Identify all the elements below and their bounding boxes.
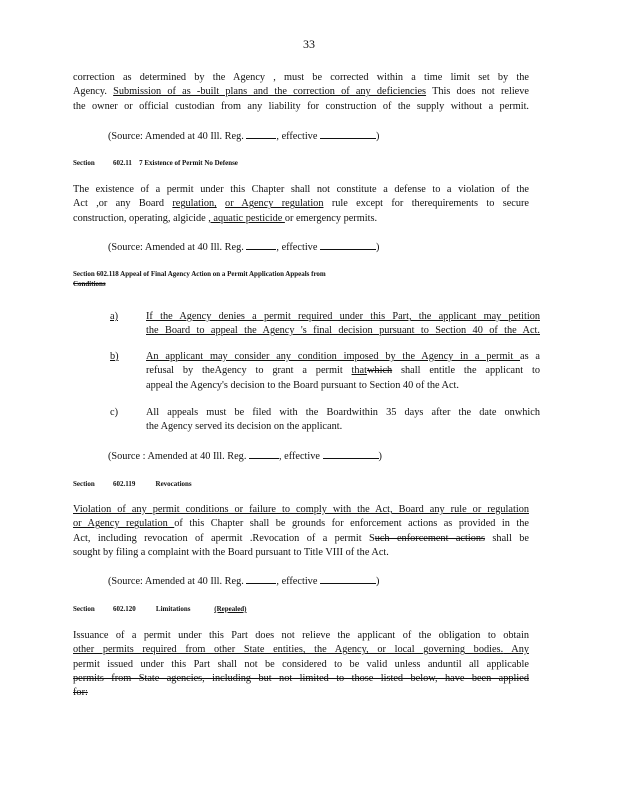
inserted-text: the Board to appeal the Agency 's final decision pursuant to Section 40 of the Act. [146, 325, 540, 337]
paragraph-correction [73, 71, 529, 114]
text-span: as a [520, 351, 540, 362]
heading-title: Limitations [155, 604, 191, 613]
source-note [108, 239, 379, 255]
deleted-text: for: [73, 687, 88, 699]
source-prefix: (Source: Amended at 40 Ill. Reg. [108, 131, 244, 142]
source-suffix: ) [375, 242, 380, 253]
page-number: 33 [303, 37, 315, 51]
text-line [73, 85, 529, 99]
inserted-text: , aquatic pesticide [208, 212, 285, 224]
source-suffix: ) [378, 451, 382, 462]
text-span: or emergency permits. [284, 212, 378, 224]
inserted-text: An applicant may consider any condition imposed by the Agency in a permit [146, 351, 521, 362]
text-line: permit issued under this Part shall not be considered to be valid unless anduntil all applicable [73, 658, 529, 670]
deleted-text: Conditions [73, 279, 106, 288]
text-line [146, 350, 540, 364]
text-span: Act ,or any Board [73, 198, 173, 210]
paragraph-revocations [73, 503, 529, 560]
heading-section-word: Section [73, 479, 95, 488]
text-span: rule except for therequirements to secure [323, 198, 529, 210]
text-span: construction, operating, algicide [73, 212, 209, 224]
text-line: The existence of a permit under this Chapter shall not constitute a defense to a violation of the [73, 184, 529, 195]
heading-status: (Repealed) [214, 604, 247, 613]
blank-line [246, 573, 276, 584]
blank-line [320, 128, 376, 139]
blank-line [320, 573, 376, 584]
source-suffix: ) [375, 576, 380, 587]
heading-section-number: 602.120 [113, 604, 136, 613]
source-effective: , effective [276, 242, 318, 253]
text-line [73, 197, 529, 211]
text-line [73, 517, 529, 531]
section-heading-602-118 [73, 269, 326, 289]
heading-section-number: 602.119 [113, 479, 136, 488]
text-line: the owner or official custodian from any liability for construction of the supply without a permit. [73, 100, 529, 112]
item-label: a) [110, 311, 118, 322]
text-line: correction as determined by the Agency , must be corrected within a time limit set by the [73, 72, 529, 83]
inserted-text: other permits required from other State entities, the Agency, or local governing bodies. [73, 644, 504, 656]
item-body [146, 310, 540, 339]
paragraph-existence [73, 183, 529, 226]
blank-line [246, 128, 276, 139]
inserted-text: or Agency regulation [225, 198, 324, 210]
inserted-text: Any [503, 644, 529, 656]
inserted-text: or Agency regulation [73, 518, 175, 530]
deleted-text: which [367, 365, 393, 377]
text-line: Issuance of a permit under this Part does not relieve the applicant of the obligation to obtain [73, 630, 529, 641]
heading-title: Revocations [155, 479, 192, 488]
text-span: shall be [485, 532, 529, 544]
item-label: c) [110, 407, 118, 418]
source-note [108, 128, 379, 144]
blank-line [246, 239, 276, 250]
text-span: This does not relieve [426, 86, 529, 98]
text-line: sought by filing a complaint with the Board pursuant to Title VIII of the Act. [73, 546, 389, 558]
heading-title: 7 Existence of Permit No Defense [139, 158, 238, 167]
heading-section-word: Section [73, 604, 95, 613]
text-span [217, 198, 225, 209]
text-line [73, 532, 529, 546]
text-line [146, 364, 540, 378]
inserted-text: Violation of any permit conditions or failure to comply with the Act, Board any rule or regulation [73, 504, 529, 515]
paragraph-limitations [73, 629, 529, 700]
item-body [146, 406, 540, 435]
text-span: refusal by theAgency to grant a permit [146, 365, 352, 377]
text-span: Agency. [73, 86, 114, 98]
text-span: of this Chapter shall be grounds for enforcement actions as provided in the [174, 518, 529, 530]
text-line: the Agency served its decision on the applicant. [146, 421, 343, 433]
heading-title: Section 602.118 Appeal of Final Agency Action on a Permit Application Appeals from [73, 269, 326, 278]
inserted-text: If the Agency denies a permit required under this Part, the applicant may petition [146, 311, 540, 322]
source-effective: , effective [278, 451, 320, 462]
source-note [108, 448, 382, 464]
source-prefix: (Source: Amended at 40 Ill. Reg. [108, 576, 244, 587]
inserted-text: Submission of as -built plans and the correction of any deficiencies [113, 86, 427, 98]
source-prefix: (Source : Amended at 40 Ill. Reg. [108, 451, 247, 462]
heading-section-word: Section [73, 158, 95, 167]
section-heading-602-119 [73, 479, 192, 489]
inserted-text: that [351, 365, 367, 377]
blank-line [249, 448, 279, 459]
text-line: All appeals must be filed with the Boardwithin 35 days after the date onwhich [146, 407, 540, 418]
source-note [108, 573, 379, 589]
heading-section-number: 602.11 [113, 158, 132, 167]
deleted-text: uch enforcement actions [374, 532, 486, 544]
text-span: Act, including revocation of apermit .Revocation of a permit S [73, 532, 375, 544]
text-line [73, 643, 529, 657]
source-effective: , effective [276, 131, 318, 142]
source-effective: , effective [276, 576, 318, 587]
item-label: b) [110, 351, 119, 362]
deleted-text: permits from State agencies, including but not limited to those listed below, have been applied [73, 672, 529, 684]
section-heading-602-120 [73, 604, 267, 614]
list-item-b [110, 350, 540, 394]
list-item-c [110, 406, 540, 436]
inserted-text: regulation, [172, 198, 217, 210]
section-heading-602-117 [73, 158, 238, 168]
blank-line [323, 448, 379, 459]
blank-line [320, 239, 376, 250]
source-prefix: (Source: Amended at 40 Ill. Reg. [108, 242, 244, 253]
item-body [146, 350, 540, 393]
text-span: shall entitle the applicant to [392, 365, 540, 377]
source-suffix: ) [375, 131, 380, 142]
text-line: appeal the Agency's decision to the Board pursuant to Section 40 of the Act. [146, 379, 459, 391]
list-item-a [110, 310, 540, 340]
text-line [73, 212, 529, 226]
